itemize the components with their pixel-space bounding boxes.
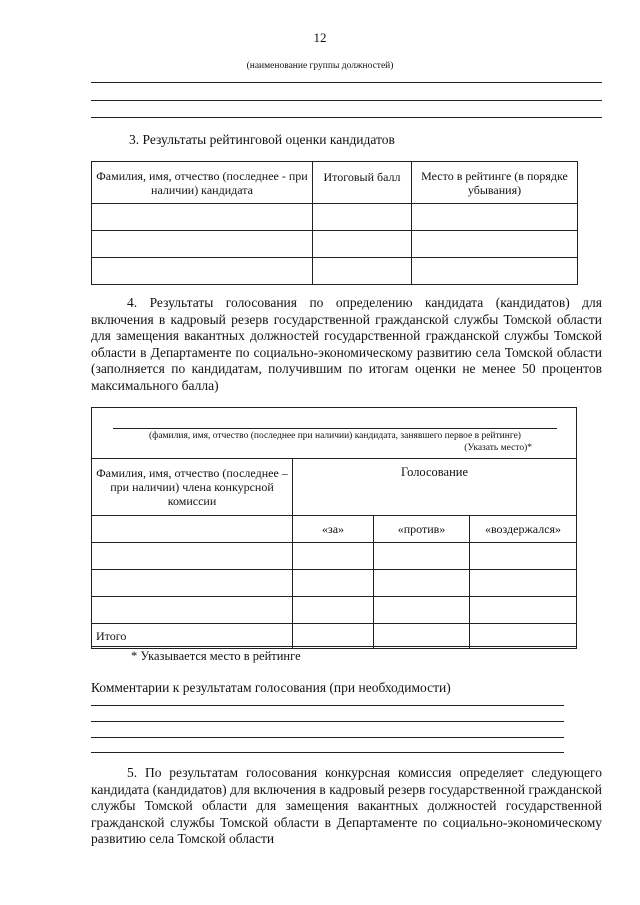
section5-text: 5. По результатам голосования конкурсная комиссия определяет следующего кандидата (кандидатов) для включения в кадровый резерв государственной гражданской службы Томской области для замещения вакантных должностей государственной гражданской службы Томской области в Департаменте по социально-экономическому развитию села Томской области [91, 765, 602, 846]
total-label: Итого [92, 624, 293, 649]
blank-line [91, 82, 602, 83]
table-row [92, 258, 578, 285]
table-cell [293, 543, 374, 570]
table-cell [470, 624, 577, 649]
table-cell [293, 570, 374, 597]
table-cell [293, 624, 374, 649]
vote-abstain-header: «воздержался» [470, 516, 577, 543]
voting-table-header [92, 459, 577, 516]
section5-paragraph [91, 765, 602, 848]
candidate-caption: (фамилия, имя, отчество (последнее при наличии) кандидата, занявшего первое в рейтинге) [149, 431, 521, 441]
column-header: Место в рейтинге (в порядке убывания) [412, 162, 578, 204]
comment-line [91, 737, 564, 738]
table-row [92, 543, 577, 570]
comment-line [91, 721, 564, 722]
table-cell [313, 204, 412, 231]
blank-line [91, 100, 602, 101]
table-cell [412, 204, 578, 231]
table-cell [313, 258, 412, 285]
table-cell [374, 624, 470, 649]
section4-text: 4. Результаты голосования по определению кандидата (кандидатов) для включения в кадровый резерв государственной гражданской службы Томской области для замещения вакантных должностей государственной гражданской службы Томской области в Департаменте по социально-экономическому развитию села Томской области (заполняется по кандидатам, получившим по итогам оценки не менее 50 процентов максимального балла) [91, 295, 602, 393]
table-row [92, 570, 577, 597]
section4-paragraph [91, 295, 602, 394]
comments-heading: Комментарии к результатам голосования (при необходимости) [91, 680, 451, 695]
table-cell [293, 597, 374, 624]
table-cell [470, 597, 577, 624]
comment-line [91, 705, 564, 706]
page-number: 12 [313, 30, 327, 45]
table-cell [92, 543, 293, 570]
table-row [92, 231, 578, 258]
footnote: * Указывается место в рейтинге [131, 649, 301, 663]
comment-line [91, 752, 564, 753]
total-row [92, 624, 577, 649]
table-cell [92, 570, 293, 597]
table-row [92, 597, 577, 624]
table-cell [92, 231, 313, 258]
top-caption: (наименование группы должностей) [246, 61, 394, 71]
table-row [92, 204, 578, 231]
table-cell [412, 231, 578, 258]
table-cell [374, 570, 470, 597]
table-cell [374, 597, 470, 624]
member-header: Фамилия, имя, отчество (последнее – при наличии) члена конкурсной комиссии [92, 459, 293, 516]
blank-line [91, 117, 602, 118]
vote-for-header: «за» [293, 516, 374, 543]
voting-table [91, 458, 577, 649]
place-caption: (Указать место)* [464, 443, 532, 453]
table-cell [470, 570, 577, 597]
table-cell [92, 516, 293, 543]
table-cell [92, 258, 313, 285]
candidate-name-line [113, 428, 557, 429]
table-cell [92, 597, 293, 624]
table-cell [412, 258, 578, 285]
table-cell [313, 231, 412, 258]
table-cell [374, 543, 470, 570]
voting-subheader-row [92, 516, 577, 543]
section3-heading: 3. Результаты рейтинговой оценки кандидатов [129, 132, 395, 147]
vote-against-header: «против» [374, 516, 470, 543]
column-header: Фамилия, имя, отчество (последнее - при наличии) кандидата [92, 162, 313, 204]
table-cell [470, 543, 577, 570]
voting-header: Голосование [293, 459, 577, 516]
table-cell [92, 204, 313, 231]
rating-table [91, 161, 578, 285]
column-header: Итоговый балл [313, 162, 412, 204]
rating-table-header [92, 162, 578, 204]
